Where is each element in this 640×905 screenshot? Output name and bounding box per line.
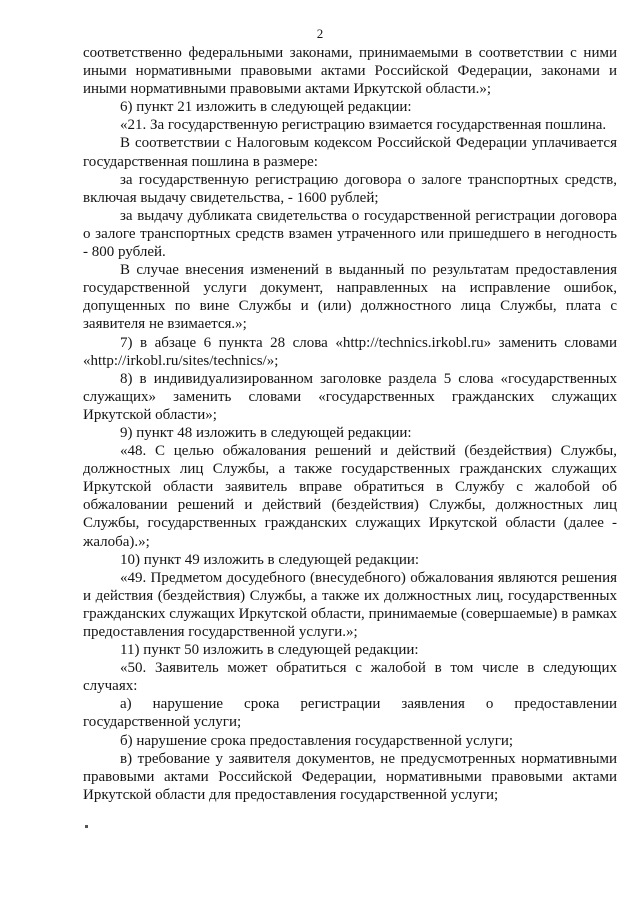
paragraph-continuation: соответственно федеральными законами, принимаемыми в соответствии с ними иными нормативными правовыми актами Российской Федерации, законами и иными нормативными правовыми актами Иркутской области.»; <box>83 45 617 98</box>
paragraph-item-10: 10) пункт 49 изложить в следующей редакции: <box>120 551 420 568</box>
paragraph-clause-50: «50. Заявитель может обратиться с жалобой в том числе в следующих случаях: <box>83 660 617 695</box>
paragraph-case-b: б) нарушение срока предоставления государственной услуги; <box>120 732 514 749</box>
paragraph-case-v: в) требование у заявителя документов, не предусмотренных нормативными правовыми актами Российской Федерации, нормативными правовыми актами Иркутской области для предоставления государственной услуги; <box>83 750 617 803</box>
paragraph-item-7: 7) в абзаце 6 пункта 28 слова «http://technics.irkobl.ru» заменить словами «http://irkobl.ru/sites/technics/»; <box>83 334 617 369</box>
paragraph-item-11: 11) пункт 50 изложить в следующей редакции: <box>120 642 419 659</box>
paragraph-fee-exemption: В случае внесения изменений в выданный по результатам предоставления государственной услуги документ, направленных на исправление ошибок, допущенных по вине Службы и (или) должностного лица Службы, плата с заявителя не взимается.»; <box>83 262 617 333</box>
paragraph-clause-48: «48. С целью обжалования решений и действий (бездействия) Службы, должностных лиц Службы, а также государственных гражданских служащих Иркутской области заявитель вправе обратиться в Службу с жалобой об обжаловании решений и действий (бездействия) Службы, должностных лиц Службы, государственных гражданских служащих Иркутской области (далее - жалоба).»; <box>83 443 617 550</box>
paragraph-clause-49: «49. Предметом досудебного (внесудебного) обжалования являются решения и действия (бездействия) Службы, а также их должностных лиц, государственных гражданских служащих Иркутской области, принимаемые (совершаемые) в рамках предоставления государственной услуги.»; <box>83 569 617 640</box>
paragraph-clause-21: «21. За государственную регистрацию взимается государственная пошлина. <box>120 117 607 134</box>
margin-mark-icon <box>83 822 91 830</box>
paragraph-fee-registration: за государственную регистрацию договора о залоге транспортных средств, включая выдачу свидетельства, - 1600 рублей; <box>83 171 617 206</box>
paragraph-fee-duplicate: за выдачу дубликата свидетельства о государственной регистрации договора о залоге транспортных средств взамен утраченного или пришедшего в негодность - 800 рублей. <box>83 207 617 261</box>
document-body <box>83 44 617 804</box>
paragraph-item-6: 6) пункт 21 изложить в следующей редакции: <box>120 99 412 116</box>
page-number: 2 <box>316 26 324 41</box>
paragraph-tax-code: В соответствии с Налоговым кодексом Российской Федерации уплачивается государственная пошлина в размере: <box>83 135 617 170</box>
paragraph-case-a: а) нарушение срока регистрации заявления о предоставлении государственной услуги; <box>83 696 617 731</box>
paragraph-item-9: 9) пункт 48 изложить в следующей редакции: <box>120 424 412 441</box>
paragraph-item-8: 8) в индивидуализированном заголовке раздела 5 слова «государственных служащих» заменить словами «государственных гражданских служащих Иркутской области»; <box>83 370 617 423</box>
